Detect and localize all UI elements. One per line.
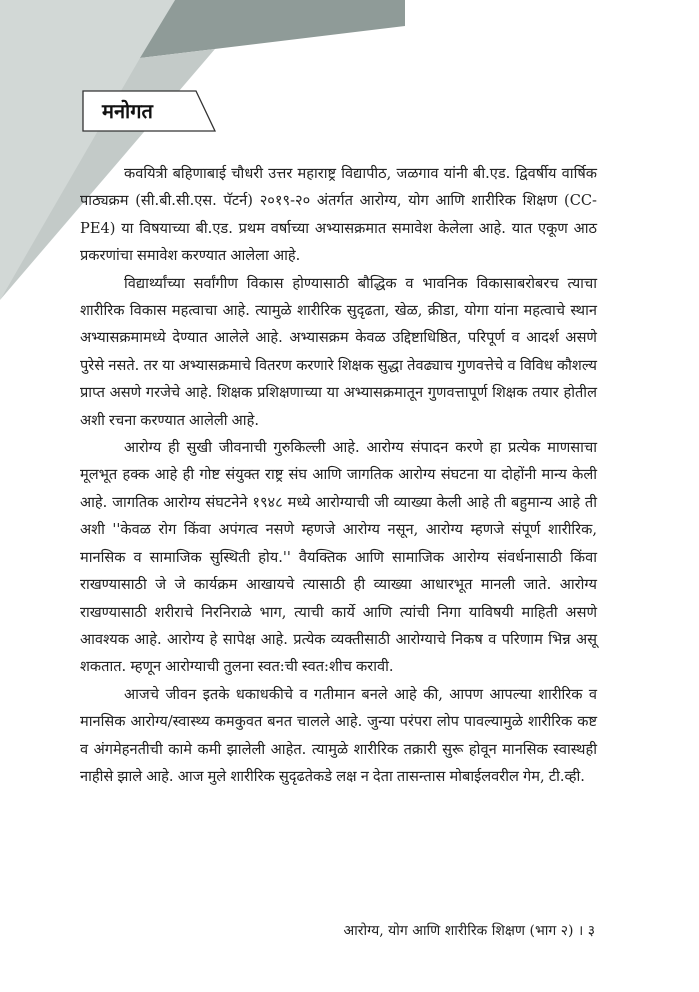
paragraph-health-definition: आरोग्य ही सुखी जीवनाची गुरुकिल्ली आहे. आरोग्य संपादन करणे हा प्रत्येक माणसाचा मूलभूत हक्क आहे ही गोष्ट संयुक्त राष्ट्र संघ आणि जागतिक आरोग्य संघटना या दोहोंनी मान्य केली आहे. जागतिक आरोग्य संघटनेने १९४८ मध्ये आरोग्याची जी व्याख्या केली आहे ती बहुमान्य आहे ती अशी ''केवळ रोग किंवा अपंगत्व नसणे म्हणजे आरोग्य नसून, आरोग्य म्हणजे संपूर्ण शारीरिक, मानसिक व सामाजिक सुस्थिती होय.'' वैयक्तिक आणि सामाजिक आरोग्य संवर्धनासाठी किंवा राखण्यासाठी जे जे कार्यक्रम आखायचे त्यासाठी ही व्याख्या आधारभूत मानली जाते. आरोग्य राखण्यासाठी शरीराचे निरनिराळे भाग, त्याची कार्ये आणि त्यांची निगा याविषयी माहिती असणे आवश्यक आहे. आरोग्य हे सापेक्ष आहे. प्रत्येक व्यक्तीसाठी आरोग्याचे निकष व परिणाम भिन्न असू शकतात. म्हणून आरोग्याची तुलना स्वत:ची स्वत:शीच करावी. bbox=[80, 439, 597, 676]
page-footer: आरोग्य, योग आणि शारीरिक शिक्षण (भाग २) । ३ bbox=[343, 923, 595, 939]
paragraph-modern-life: आजचे जीवन इतके धकाधकीचे व गतीमान बनले आहे की, आपण आपल्या शारीरिक व मानसिक आरोग्य/स्वास्थ्य कमकुवत बनत चालले आहे. जुन्या परंपरा लोप पावल्यामुळे शारीरिक कष्ट व अंगमेहनतीची कामे कमी झालेली आहेत. त्यामुळे शारीरिक तक्रारी सुरू होवून मानसिक स्वास्थही नाहीसे झाले आहे. आज मुले शारीरिक सुदृढतेकडे लक्ष न देता तासन्तास मोबाईलवरील गेम, टी.व्ही. bbox=[80, 685, 597, 785]
page-heading: मनोगत bbox=[102, 99, 153, 123]
paragraph-development: विद्यार्थ्यांच्या सर्वांगीण विकास होण्यासाठी बौद्धिक व भावनिक विकासाबरोबरच त्याचा शारीरिक विकास महत्वाचा आहे. त्यामुळे शारीरिक सुदृढता, खेळ, क्रीडा, योगा यांना महत्वाचे स्थान अभ्यासक्रमामध्ये देण्यात आलेले आहे. अभ्यासक्रम केवळ उद्दिष्टाधिष्ठित, परिपूर्ण व आदर्श असणे पुरेसे नसते. तर या अभ्यासक्रमाचे वितरण करणारे शिक्षक सुद्धा तेवढ्याच गुणवत्तेचे व विविध कौशल्य प्राप्त असणे गरजेचे आहे. शिक्षक प्रशिक्षणाच्या या अभ्यासक्रमातून गुणवत्तापूर्ण शिक्षक तयार होतील अशी रचना करण्यात आलेली आहे. bbox=[80, 274, 597, 429]
body-text bbox=[80, 160, 597, 790]
heading-tag bbox=[82, 90, 216, 132]
paragraph-intro: कवयित्री बहिणाबाई चौधरी उत्तर महाराष्ट्र विद्यापीठ, जळगाव यांनी बी.एड. द्विवर्षीय वार्षिक पाठ्यक्रम (सी.बी.सी.एस. पॅटर्न) २०१९-२० अंतर्गत आरोग्य, योग आणि शारीरिक शिक्षण (CC-PE4) या विषयाच्या बी.एड. प्रथम वर्षाच्या अभ्यासक्रमात समावेश केलेला आहे. यात एकूण आठ प्रकरणांचा समावेश करण्यात आलेला आहे. bbox=[80, 165, 597, 265]
